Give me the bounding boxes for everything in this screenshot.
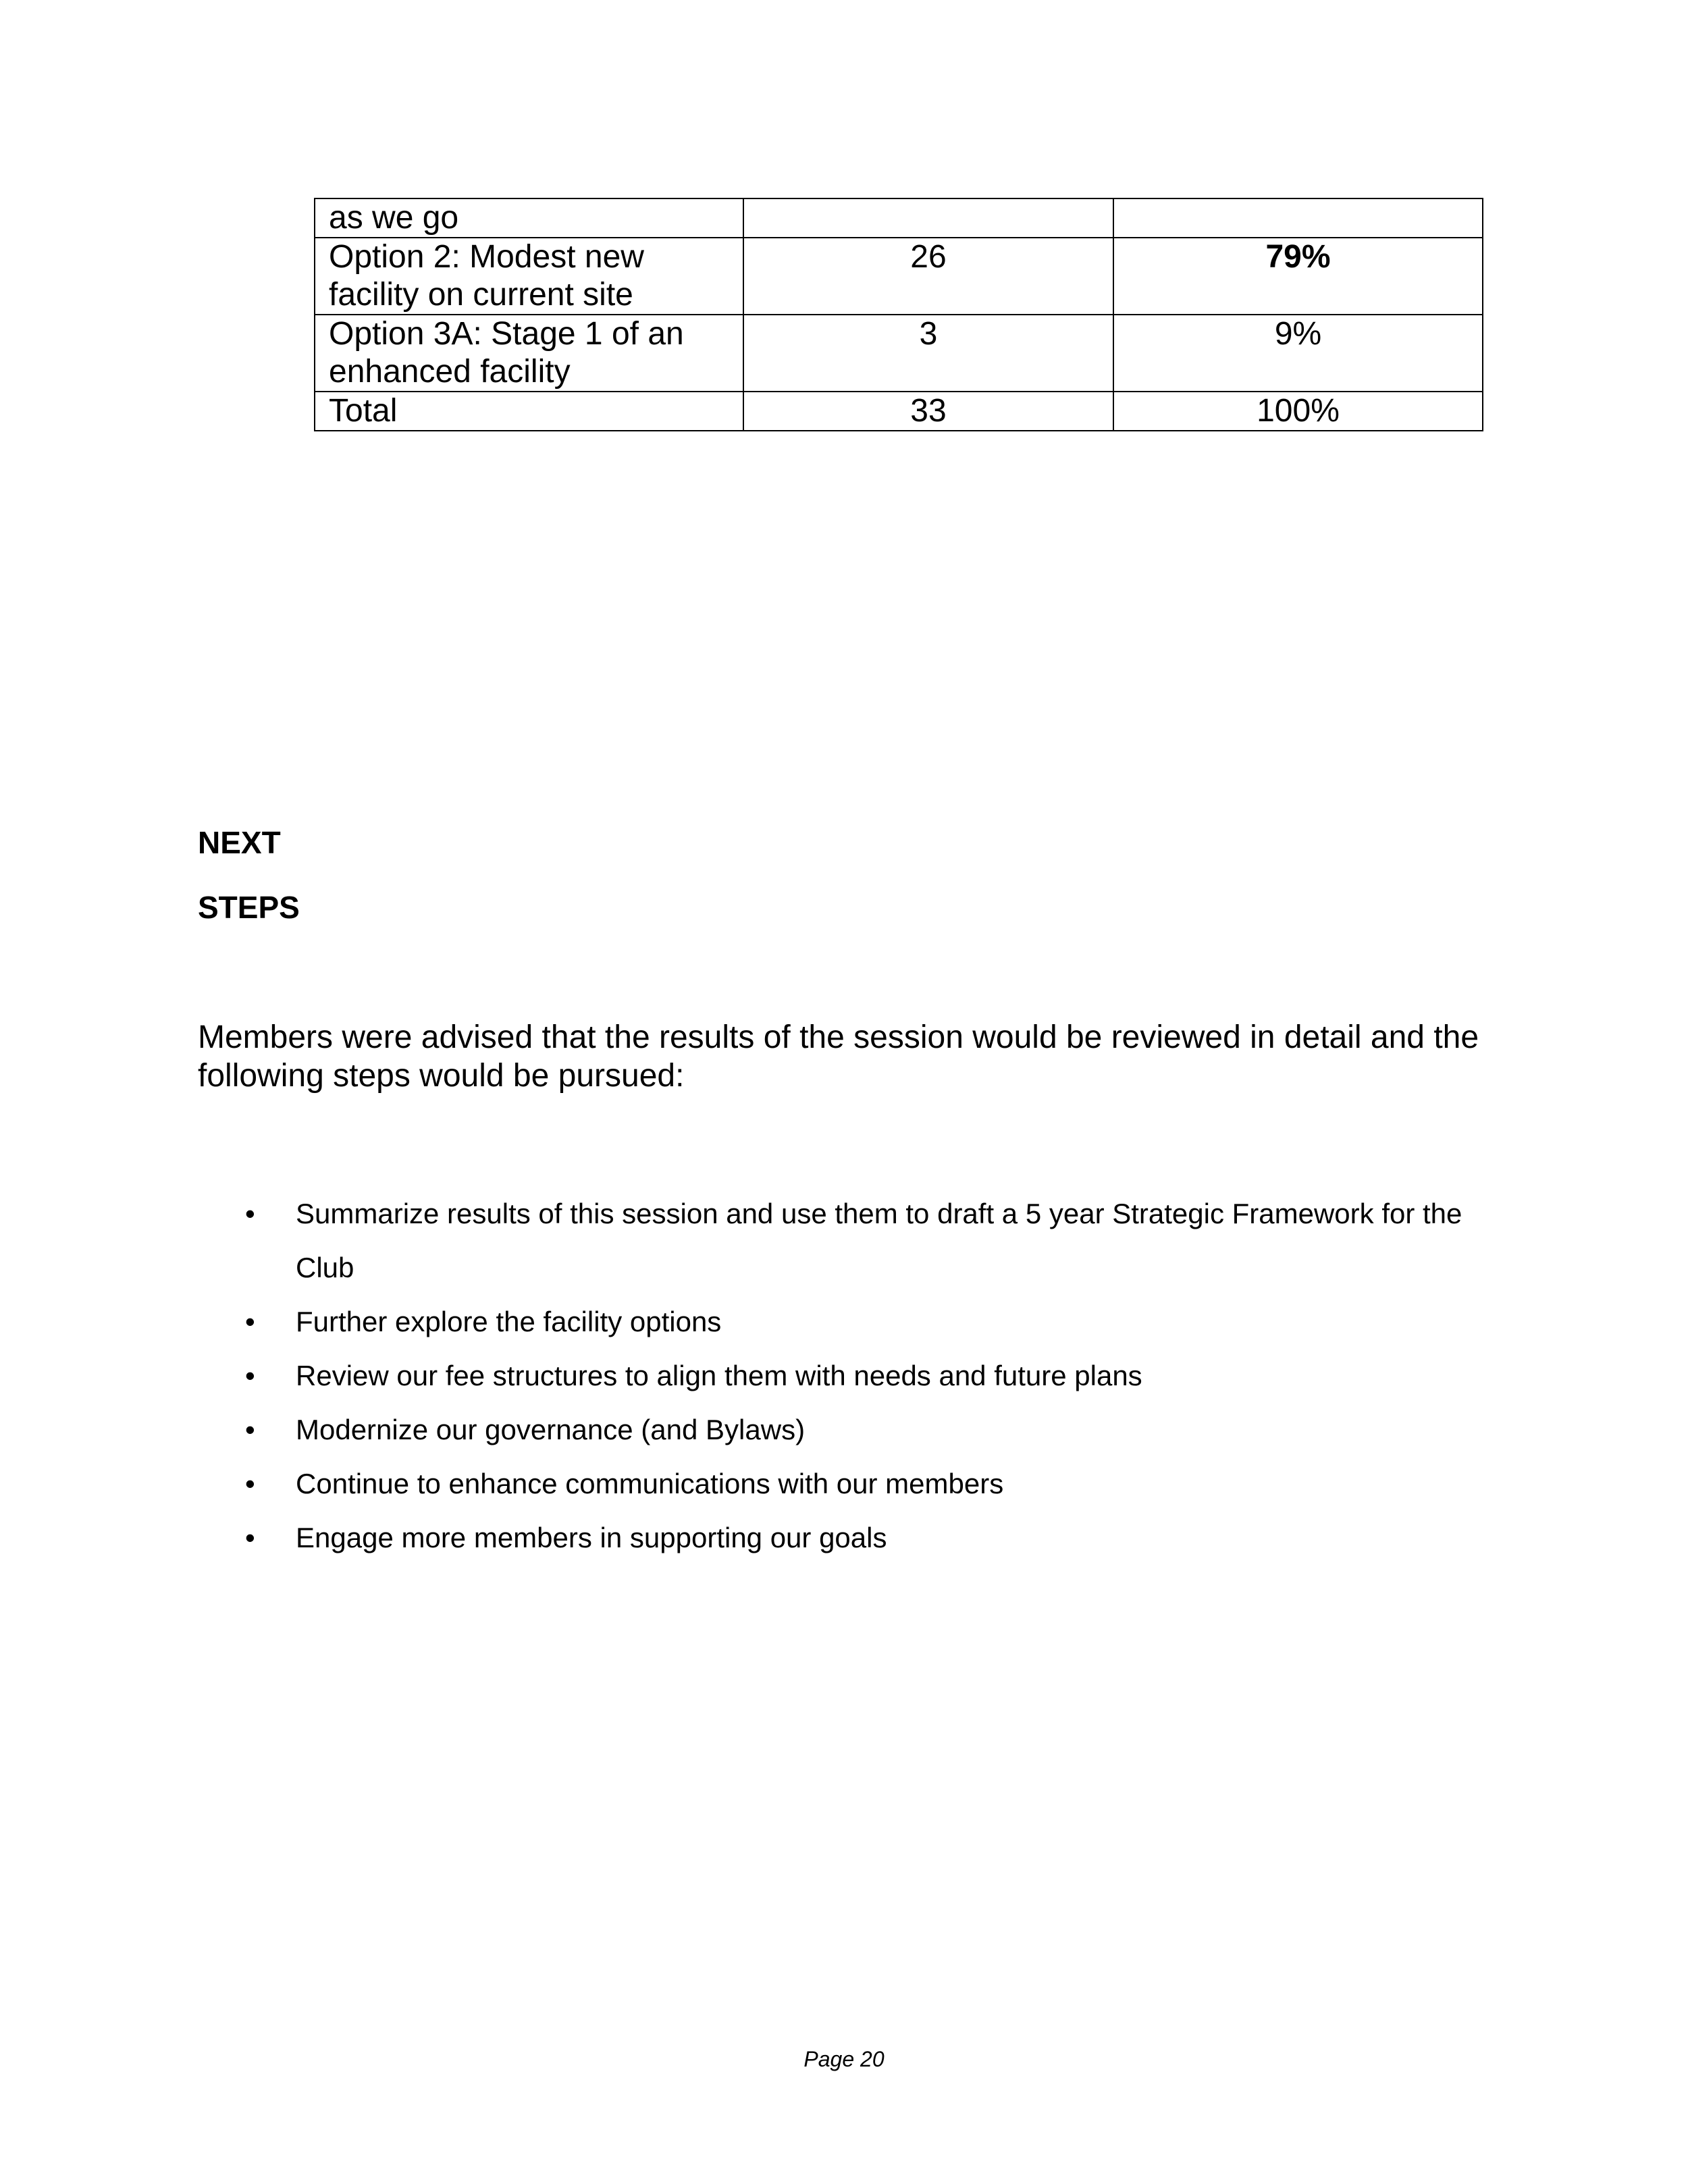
votes-cell: 3 bbox=[743, 315, 1113, 392]
votes-cell: 26 bbox=[743, 238, 1113, 315]
option-cell: as we go bbox=[315, 198, 743, 238]
list-item bbox=[198, 1511, 1481, 1565]
table-row bbox=[315, 315, 1483, 392]
option-cell: Option 2: Modest new facility on current site bbox=[315, 238, 743, 315]
list-item bbox=[198, 1295, 1481, 1349]
table-row bbox=[315, 392, 1483, 431]
list-item bbox=[198, 1349, 1481, 1403]
percent-cell: 100% bbox=[1113, 392, 1483, 431]
bullet-icon: • bbox=[245, 1198, 255, 1229]
option-cell: Option 3A: Stage 1 of an enhanced facility bbox=[315, 315, 743, 392]
percent-cell: 79% bbox=[1113, 238, 1483, 315]
percent-cell bbox=[1113, 198, 1483, 238]
table-row bbox=[315, 198, 1483, 238]
option-cell: Total bbox=[315, 392, 743, 431]
list-item-text: Further explore the facility options bbox=[296, 1306, 722, 1337]
list-item-text: Review our fee structures to align them with needs and future plans bbox=[296, 1360, 1142, 1391]
page-number: Page 20 bbox=[803, 2047, 885, 2071]
list-item-text: Summarize results of this session and use them to draft a 5 year Strategic Framework for the Club bbox=[296, 1198, 1462, 1283]
list-item-text: Modernize our governance (and Bylaws) bbox=[296, 1414, 806, 1445]
results-table bbox=[314, 198, 1483, 431]
bullet-icon: • bbox=[245, 1522, 255, 1553]
section-heading-steps: STEPS bbox=[198, 890, 300, 925]
bullet-icon: • bbox=[245, 1468, 255, 1499]
table-row bbox=[315, 238, 1483, 315]
bullet-icon: • bbox=[245, 1414, 255, 1445]
percent-cell: 9% bbox=[1113, 315, 1483, 392]
next-steps-list bbox=[198, 1187, 1481, 1565]
bullet-icon: • bbox=[245, 1360, 255, 1391]
list-item bbox=[198, 1457, 1481, 1511]
section-heading-next: NEXT bbox=[198, 825, 281, 860]
votes-cell: 33 bbox=[743, 392, 1113, 431]
intro-paragraph: Members were advised that the results of the session would be reviewed in detail and the following steps would be pursued: bbox=[198, 1019, 1479, 1094]
list-item bbox=[198, 1187, 1481, 1295]
list-item-text: Engage more members in supporting our goals bbox=[296, 1522, 887, 1553]
votes-cell bbox=[743, 198, 1113, 238]
list-item bbox=[198, 1403, 1481, 1457]
list-item-text: Continue to enhance communications with our members bbox=[296, 1468, 1004, 1499]
bullet-icon: • bbox=[245, 1306, 255, 1337]
